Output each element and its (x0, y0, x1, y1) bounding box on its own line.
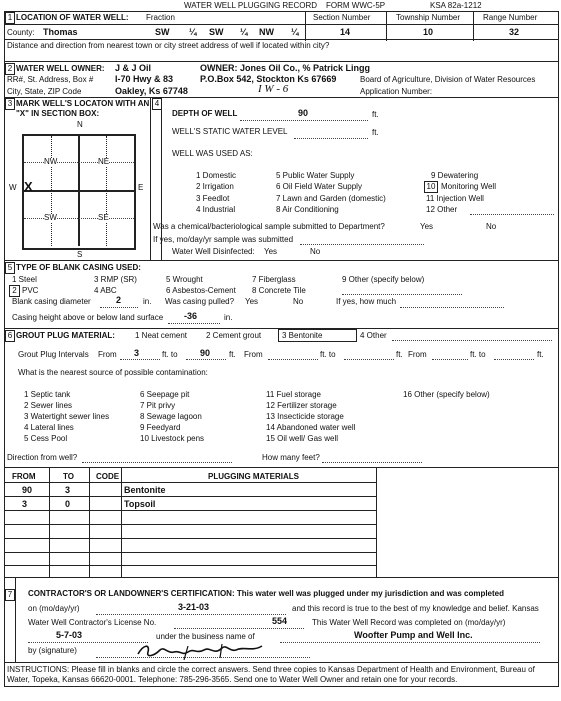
completion-date-label: on (mo/day/yr) (28, 604, 80, 613)
certification-text: CONTRACTOR'S OR LANDOWNER'S CERTIFICATION: This water well was plugged under my jurisdiction and was completed (28, 589, 504, 598)
source-fertilizer-storage[interactable]: 12 Fertilizer storage (266, 401, 337, 410)
water-well-owner-label: WATER WELL OWNER: (16, 64, 105, 73)
row-1-material: Bentonite (124, 485, 166, 495)
grout-intervals-label: Grout Plug Intervals (18, 350, 89, 359)
mark-location-label-2: "X" IN SECTION BOX: (16, 109, 100, 118)
casing-height-unit: in. (224, 313, 233, 322)
source-septic-tank[interactable]: 1 Septic tank (24, 390, 71, 399)
license-value: 554 (272, 616, 288, 626)
west-label: W (9, 183, 17, 192)
col-from: FROM (12, 472, 36, 481)
grout-material-label: GROUT PLUG MATERIAL: (16, 331, 115, 340)
record-completed-label: This Water Well Record was completed on (mo/day/yr) (312, 618, 506, 627)
use-air-conditioning[interactable]: 8 Air Conditioning (276, 205, 339, 214)
depth-value: 90 (298, 108, 309, 118)
interval-2-to-label: ft. to (320, 350, 336, 359)
source-pit-privy[interactable]: 7 Pit privy (140, 401, 176, 410)
ne-label: NE (98, 157, 110, 166)
row-2-from: 3 (22, 499, 28, 509)
casing-other[interactable]: 9 Other (specify below) (342, 275, 425, 284)
east-label: E (138, 183, 144, 192)
contamination-question: What is the nearest source of possible contamination: (18, 368, 208, 377)
application-number-label: Application Number: (360, 87, 433, 96)
casing-pulled-label: Was casing pulled? (165, 297, 235, 306)
diameter-value: 2 (116, 295, 122, 305)
source-sewer-lines[interactable]: 2 Sewer lines (24, 401, 73, 410)
range-number-label: Range Number (483, 13, 538, 22)
form-number: FORM WWC-5P (326, 1, 386, 10)
grout-neat-cement[interactable]: 1 Neat cement (135, 331, 188, 340)
township-value: 10 (423, 27, 434, 37)
board-label: Board of Agriculture, Division of Water Resources (360, 75, 536, 84)
quarter-3: NW (259, 27, 274, 37)
row-2-material: Topsoil (124, 499, 156, 509)
interval-1-to-label: ft. to (162, 350, 178, 359)
use-other[interactable]: 12 Other (426, 205, 458, 214)
casing-asbestos[interactable]: 6 Asbestos-Cement (166, 286, 236, 295)
address-value: I-70 Hwy & 83 (115, 74, 174, 84)
use-dewatering[interactable]: 9 Dewatering (431, 171, 479, 180)
grout-bentonite-circled[interactable]: 3 Bentonite (278, 329, 357, 342)
source-fuel-storage[interactable]: 11 Fuel storage (266, 390, 321, 399)
depth-label: DEPTH OF WELL (172, 109, 238, 118)
quarter-1: SW (155, 27, 170, 37)
fraction-label: Fraction (146, 13, 175, 22)
col-to: TO (63, 472, 74, 481)
how-many-feet-label: How many feet? (262, 453, 320, 462)
row-1-to: 3 (65, 485, 71, 495)
casing-rmp[interactable]: 3 RMP (SR) (94, 275, 137, 284)
form-title: WATER WELL PLUGGING RECORD (184, 1, 318, 10)
interval-2-from-label: From (244, 350, 263, 359)
col-code: CODE (96, 472, 120, 481)
quarter-symbol-3: ¼ (291, 27, 299, 37)
interval-1-from: 3 (134, 348, 140, 358)
owner-secondary: OWNER: Jones Oil Co., % Patrick Lingg (200, 63, 371, 73)
casing-concrete[interactable]: 8 Concrete Tile (252, 286, 306, 295)
grout-cement-grout[interactable]: 2 Cement grout (206, 331, 262, 340)
row-1-from: 90 (22, 485, 33, 495)
static-unit: ft. (372, 128, 379, 137)
source-oil-gas-well[interactable]: 15 Oil well/ Gas well (266, 434, 339, 443)
signature-label: by (signature) (28, 646, 77, 655)
interval-3-to-label: ft. to (470, 350, 486, 359)
disinfected-no[interactable]: No (310, 247, 321, 256)
source-sewage-lagoon[interactable]: 8 Sewage lagoon (140, 412, 202, 421)
instructions: INSTRUCTIONS: Please fill in blanks and circle the correct answers. Send three copies to Kansas Department of Health and Environment, Bureau of Water, Topeka, Kansas 66620-0001. Telephone: 785-296-3565. Send one to Water Well Owner and retain one for your records. (7, 665, 535, 684)
use-public-water[interactable]: 5 Public Water Supply (276, 171, 355, 180)
direction-label: Direction from well? (7, 453, 78, 462)
source-insecticide-storage[interactable]: 13 Insecticide storage (266, 412, 344, 421)
diameter-label: Blank casing diameter (12, 297, 91, 306)
disinfected-yes[interactable]: Yes (264, 247, 278, 256)
location-label: LOCATION OF WATER WELL: (16, 13, 129, 22)
sample-date-label: If yes, mo/day/yr sample was submitted (153, 235, 294, 244)
township-number-label: Township Number (396, 13, 461, 22)
casing-2-circled[interactable]: 2 (9, 285, 20, 297)
section-6-number: 6 (5, 330, 15, 342)
quarter-symbol-2: ¼ (240, 27, 248, 37)
south-label: S (77, 250, 83, 259)
handwritten-well-id: I W - 6 (258, 83, 289, 95)
casing-height-value: -36 (184, 311, 198, 321)
section-3-number: 3 (5, 98, 15, 110)
section-7-number: 7 (5, 589, 15, 601)
business-name-value: Woofter Pump and Well Inc. (354, 630, 473, 640)
interval-3-from-label: From (408, 350, 427, 359)
mark-location-label: MARK WELL'S LOCATON WITH AN (16, 99, 150, 108)
section-number-label: Section Number (313, 13, 371, 22)
business-name-label: under the business name of (156, 632, 255, 641)
record-completed-date: 5-7-03 (56, 630, 83, 640)
used-as-label: WELL WAS USED AS: (172, 149, 253, 158)
casing-abc[interactable]: 4 ABC (94, 286, 117, 295)
sw-label: SW (44, 213, 57, 222)
ksa-number: KSA 82a-1212 (430, 1, 482, 10)
section-5-number: 5 (5, 262, 15, 274)
quarter-2: SW (209, 27, 224, 37)
pulled-yes[interactable]: Yes (245, 297, 259, 306)
diameter-unit: in. (143, 297, 152, 306)
source-livestock-pens[interactable]: 10 Livestock pens (140, 434, 205, 443)
interval-1-unit: ft. (229, 350, 236, 359)
nw-label: NW (44, 157, 58, 166)
range-value: 32 (509, 27, 520, 37)
use-domestic[interactable]: 1 Domestic (196, 171, 237, 180)
section-2-number: 2 (5, 63, 15, 75)
section-4-number: 4 (152, 98, 162, 110)
completion-date-value: 3-21-03 (178, 602, 210, 612)
source-other[interactable]: 16 Other (specify below) (403, 390, 490, 399)
casing-pvc[interactable]: PVC (22, 286, 39, 295)
depth-unit: ft. (372, 110, 379, 119)
casing-fiberglass[interactable]: 7 Fiberglass (252, 275, 296, 284)
section-value: 14 (340, 27, 351, 37)
city-label: City, State, ZIP Code (7, 87, 82, 96)
city-value: Oakley, Ks 67748 (115, 86, 188, 96)
source-watertight-sewer[interactable]: 3 Watertight sewer lines (24, 412, 110, 421)
casing-wrought[interactable]: 5 Wrought (166, 275, 203, 284)
chem-no[interactable]: No (486, 222, 497, 231)
use-10-circled[interactable]: 10 (424, 181, 438, 193)
casing-height-label: Casing height above or below land surface (12, 313, 164, 322)
contractor-signature (134, 640, 274, 662)
county-label: County: (7, 28, 35, 37)
interval-1-to: 90 (200, 348, 211, 358)
quarter-symbol-1: ¼ (189, 27, 197, 37)
static-level-label: WELL'S STATIC WATER LEVEL (172, 127, 288, 136)
source-seepage-pit[interactable]: 6 Seepage pit (140, 390, 190, 399)
interval-1-from-label: From (98, 350, 117, 359)
source-feedyard[interactable]: 9 Feedyard (140, 423, 181, 432)
chem-yes[interactable]: Yes (420, 222, 434, 231)
owner-value: J & J Oil (115, 63, 152, 73)
pulled-no[interactable]: No (293, 297, 304, 306)
po-box-value: P.O.Box 542, Stockton Ks 67669 (200, 74, 337, 84)
use-industrial[interactable]: 4 Industrial (196, 205, 236, 214)
well-location-mark: X (24, 179, 33, 194)
grout-other[interactable]: 4 Other (360, 331, 387, 340)
row-2-to: 0 (65, 499, 71, 509)
source-abandoned-well[interactable]: 14 Abandoned water well (266, 423, 356, 432)
license-label: Water Well Contractor's License No. (28, 618, 157, 627)
record-true-text: and this record is true to the best of my knowledge and belief. Kansas (292, 604, 539, 613)
use-oil-field[interactable]: 6 Oil Field Water Supply (276, 182, 362, 191)
casing-type-label: TYPE OF BLANK CASING USED: (16, 263, 141, 272)
disinfected-label: Water Well Disinfected: (172, 247, 255, 256)
source-cess-pool[interactable]: 5 Cess Pool (24, 434, 68, 443)
source-lateral-lines[interactable]: 4 Lateral lines (24, 423, 74, 432)
interval-2-unit: ft. (396, 350, 403, 359)
use-injection-well[interactable]: 11 Injection Well (426, 194, 484, 203)
chem-sample-label: Was a chemical/bacteriological sample submitted to Department? (153, 222, 385, 231)
north-label: N (77, 120, 83, 129)
address-label: RR#, St. Address, Box # (7, 75, 94, 84)
interval-3-unit: ft. (537, 350, 544, 359)
distance-label: Distance and direction from nearest town or city street address of well if located within city? (7, 41, 330, 50)
use-irrigation[interactable]: 2 Irrigation (196, 182, 234, 191)
col-materials: PLUGGING MATERIALS (208, 472, 299, 481)
se-label: SE (98, 213, 109, 222)
use-monitoring-well[interactable]: Monitoring Well (441, 182, 496, 191)
use-feedlot[interactable]: 3 Feedlot (196, 194, 230, 203)
how-much-label: If yes, how much (336, 297, 397, 306)
use-lawn-garden[interactable]: 7 Lawn and Garden (domestic) (276, 194, 386, 203)
county-value: Thomas (43, 27, 78, 37)
section-1-number: 1 (5, 12, 15, 24)
casing-steel[interactable]: 1 Steel (12, 275, 37, 284)
